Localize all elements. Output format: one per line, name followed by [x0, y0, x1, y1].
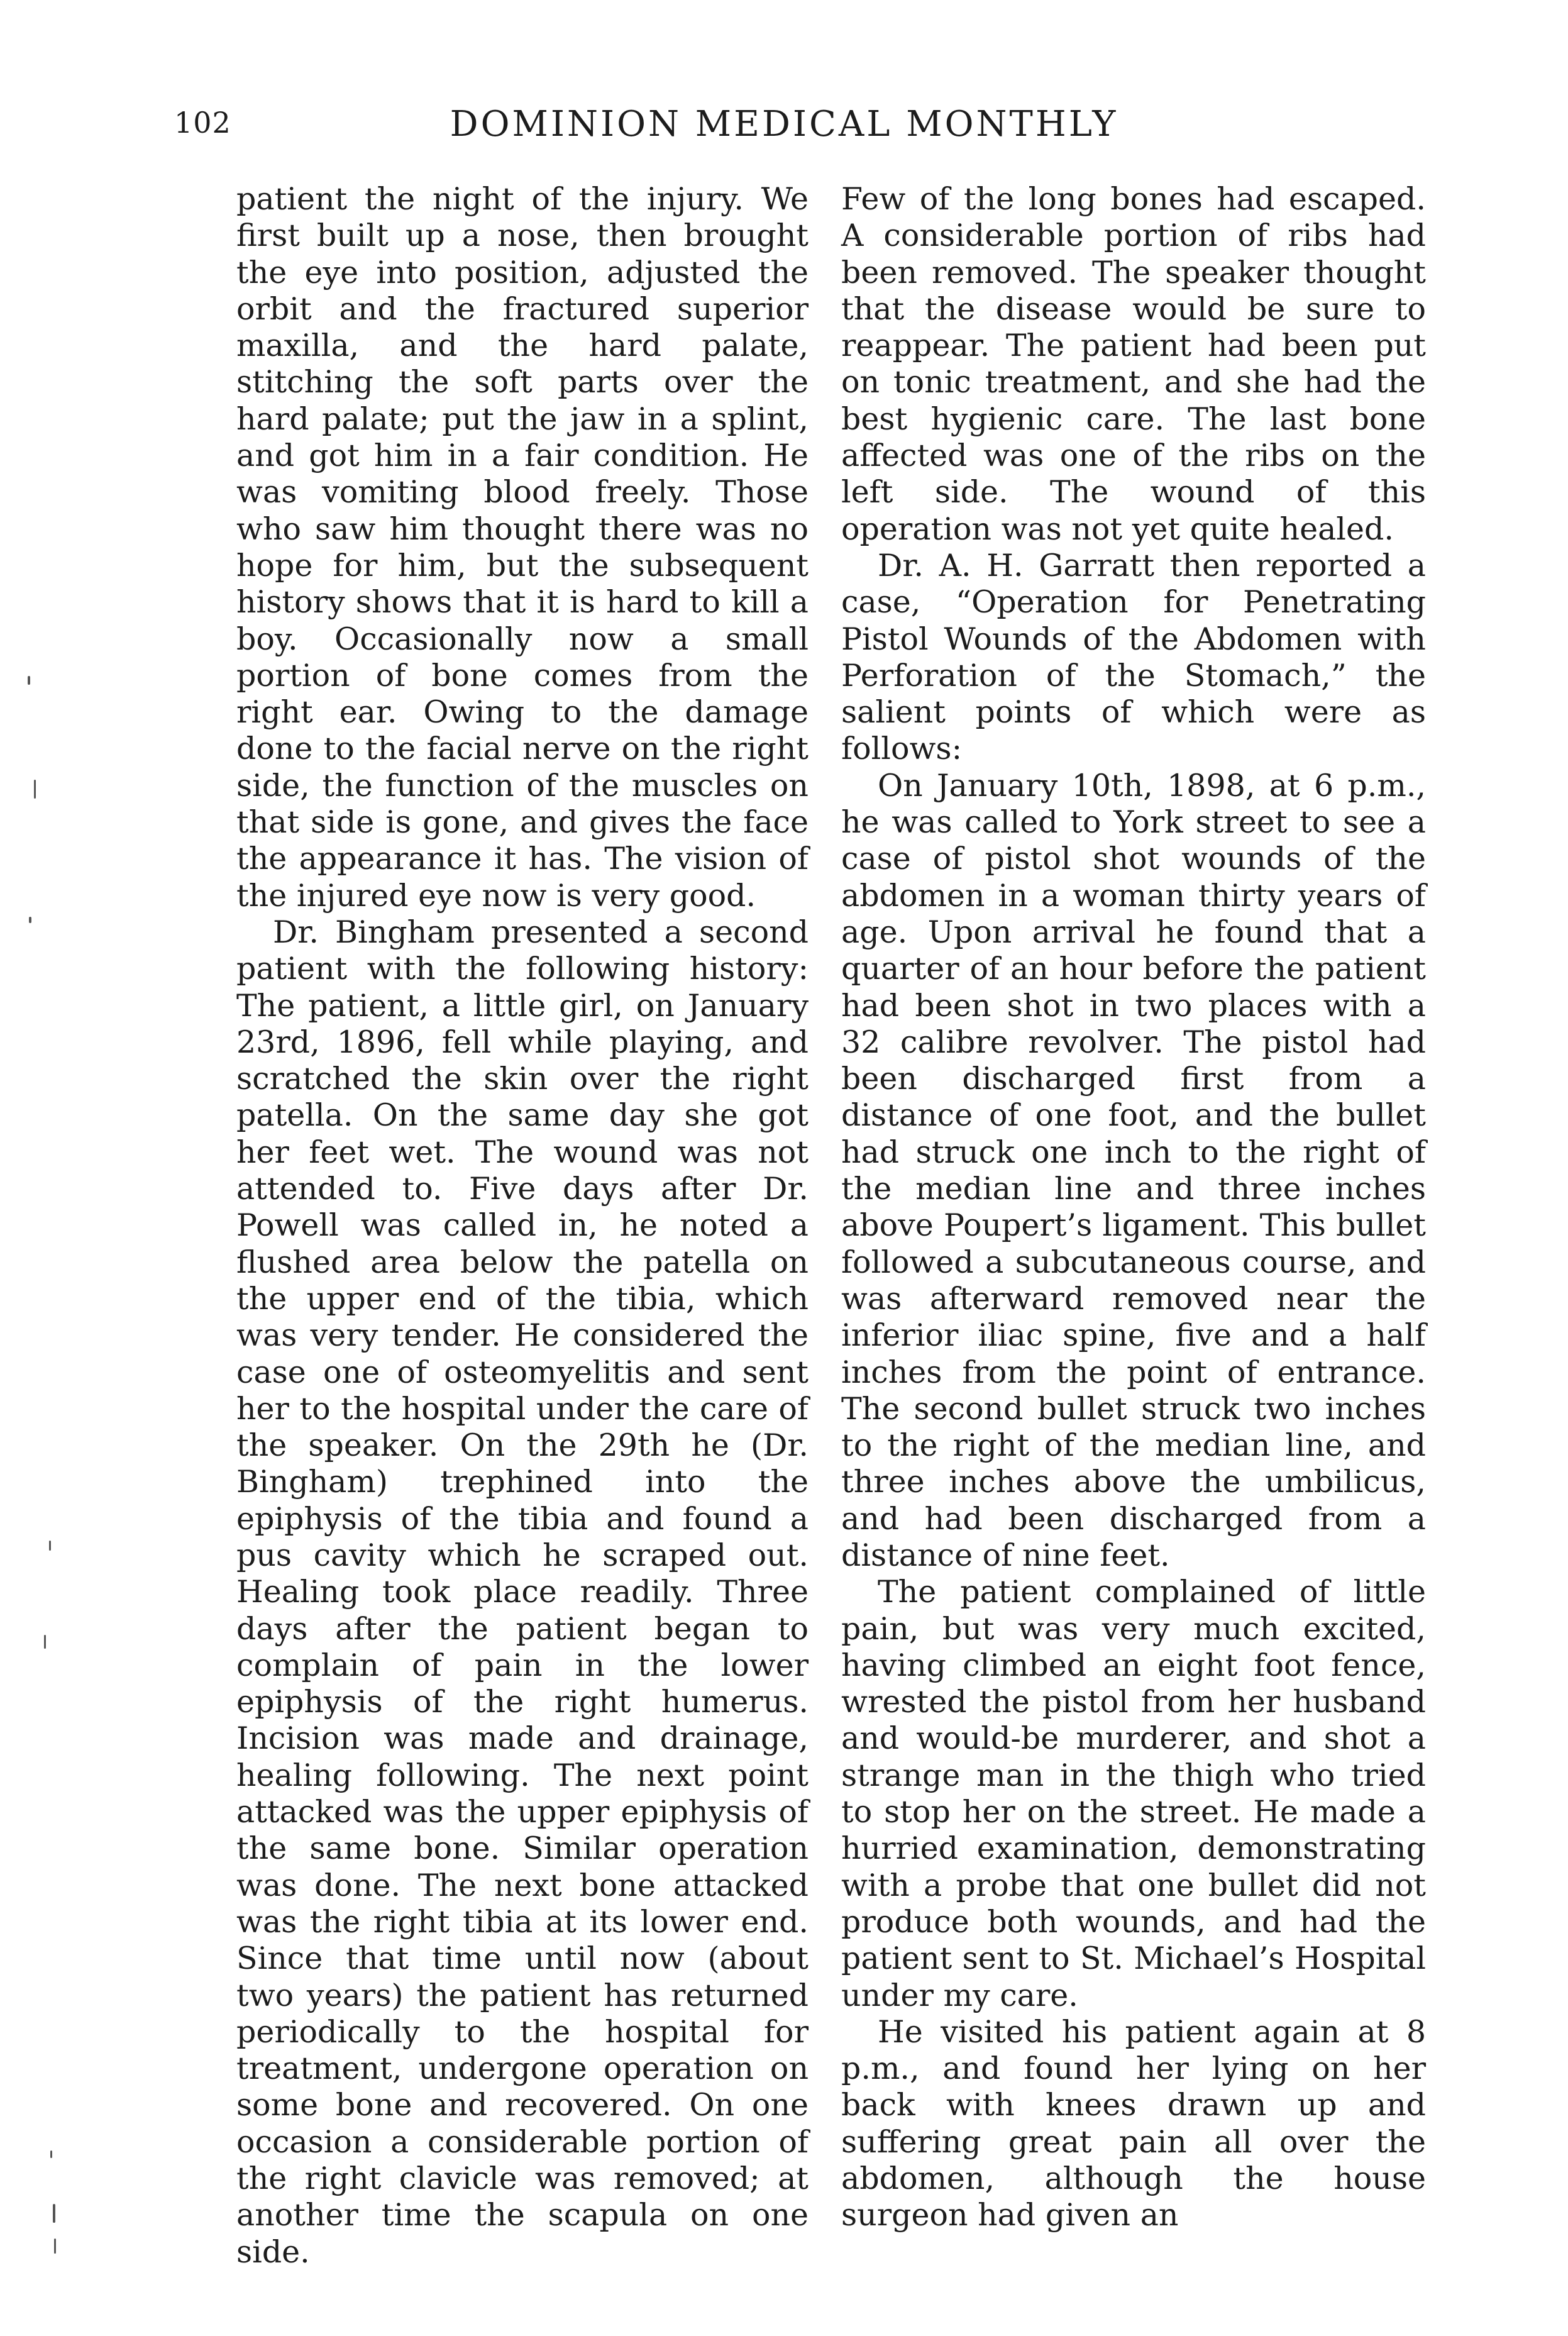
scan-speck [50, 2151, 52, 2158]
scan-speck [28, 676, 30, 685]
left-column [236, 181, 809, 2271]
paragraph: The patient complained of little pain, but was very much excited, having climbed an eight foot fence, wrested the pistol from her husband and would-be murderer, and shot a strange man in the thigh who tried to stop her on the street. He made a hurried examination, demonstrating with a probe that one bullet did not produce both wounds, and had the patient sent to St. Michael’s Hospital under my care. [841, 1574, 1426, 2013]
paragraph: Dr. A. H. Garratt then reported a case, “Operation for Penetrating Pistol Wounds of the Abdomen with Perforation of the Stomach,” the salient points of which were as follows: [841, 547, 1426, 767]
scan-speck [34, 780, 36, 799]
scan-speck [54, 2239, 56, 2254]
paragraph: patient the night of the injury. We first built up a nose, then brought the eye into position, adjusted the orbit and the fractured superior maxilla, and the hard palate, stitching the soft parts over the hard palate; put the jaw in a splint, and got him in a fair condition. He was vomiting blood freely. Those who saw him thought there was no hope for him, but the subsequent history shows that it is hard to kill a boy. Occasionally now a small portion of bone comes from the right ear. Owing to the damage done to the facial nerve on the right side, the function of the muscles on that side is gone, and gives the face the appearance it has. The vision of the injured eye now is very good. [236, 181, 809, 914]
right-column [841, 181, 1426, 2234]
scan-speck [53, 2204, 55, 2223]
paragraph: Dr. Bingham presented a second patient with the following history: The patient, a little girl, on January 23rd, 1896, fell while playing, and scratched the skin over the right patella. On the same day she got her feet wet. The wound was not attended to. Five days after Dr. Powell was called in, he noted a flushed area below the patella on the upper end of the tibia, which was very tender. He considered the case one of osteomyelitis and sent her to the hospital under the care of the speaker. On the 29th he (Dr. Bingham) trephined into the epiphysis of the tibia and found a pus cavity which he scraped out. Healing took place readily. Three days after the patient began to complain of pain in the lower epiphysis of the right humerus. Incision was made and drainage, healing following. The next point attacked was the upper epiphysis of the same bone. Similar operation was done. The next bone attacked was the right tibia at its lower end. Since that time until now (about two years) the patient has returned periodically to the hospital for treatment, undergone operation on some bone and recovered. On one occasion a considerable portion of the right clavicle was removed; at another time the scapula on one side. [236, 914, 809, 2270]
page-number: 102 [174, 106, 231, 140]
scan-speck [49, 1541, 51, 1551]
paragraph: Few of the long bones had escaped. A considerable portion of ribs had been removed. The speaker thought that the disease would be sure to reappear. The patient had been put on tonic treatment, and she had the best hygienic care. The last bone affected was one of the ribs on the left side. The wound of this operation was not yet quite healed. [841, 181, 1426, 547]
paragraph: On January 10th, 1898, at 6 p.m., he was called to York street to see a case of pistol shot wounds of the abdomen in a woman thirty years of age. Upon arrival he found that a quarter of an hour before the patient had been shot in two places with a 32 calibre revolver. The pistol had been discharged first from a distance of one foot, and the bullet had struck one inch to the right of the median line and three inches above Poupert’s ligament. This bullet followed a subcutaneous course, and was afterward removed near the inferior iliac spine, five and a half inches from the point of entrance. The second bullet struck two inches to the right of the median line, and three inches above the umbilicus, and had been discharged from a distance of nine feet. [841, 767, 1426, 1573]
scan-speck [44, 1635, 46, 1649]
scan-speck [29, 917, 31, 923]
running-title: DOMINION MEDICAL MONTHLY [450, 104, 1118, 145]
paragraph: He visited his patient again at 8 p.m., and found her lying on her back with knees drawn up and suffering great pain all over the abdomen, although the house surgeon had given an [841, 2013, 1426, 2234]
